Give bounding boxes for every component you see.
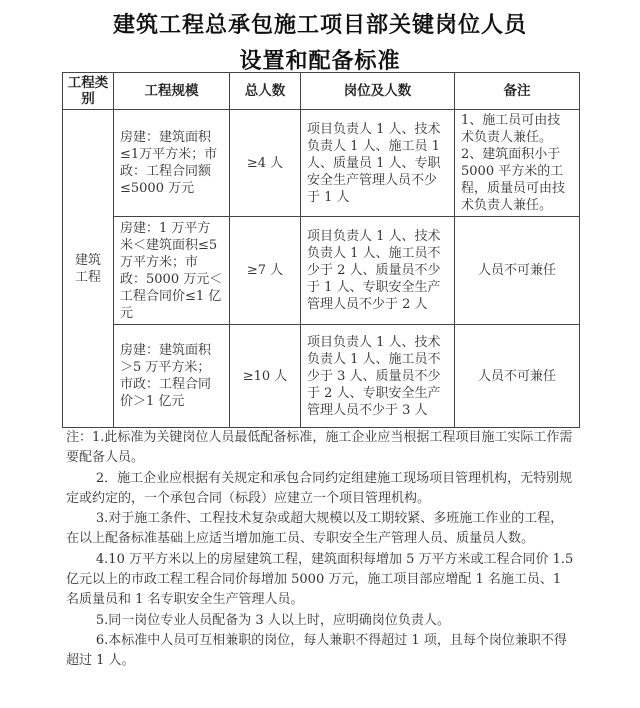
scale-cell: 房建：1 万平方米＜建筑面积≤5 万平方米；市政：5000 万元＜工程合同价≤1 亿元 bbox=[114, 217, 230, 325]
total-cell: ≥10 人 bbox=[230, 325, 301, 428]
note-1: 注：1.此标准为关键岗位人员最低配备标准，施工企业应当根据工程项目施工实际工作需要配备人员。 bbox=[66, 430, 573, 466]
note-4: 4.10 万平方米以上的房屋建筑工程，建筑面积每增加 5 万平方米或工程合同价 1.5 亿元以上的市政工程工程合同价每增加 5000 万元，施工项目部应增配 1 名施工员、1 名质量员和 1 名专职安全生产管理人员。 bbox=[66, 551, 574, 608]
table-header-row bbox=[63, 73, 580, 110]
scale-cell: 房建：建筑面积≤1万平方米；市政：工程合同额≤5000 万元 bbox=[114, 110, 230, 217]
header-remark: 备注 bbox=[455, 73, 580, 110]
category-cell: 建筑工程 bbox=[63, 110, 114, 428]
remark-cell: 1、施工员可由技术负责人兼任。2、建筑面积小于 5000 平方米的工程，质量员可由技术负责人兼任。 bbox=[455, 110, 580, 217]
table-row bbox=[63, 110, 580, 217]
table-row bbox=[63, 217, 580, 325]
document-title-line2: 设置和配备标准 bbox=[239, 49, 401, 74]
header-total: 总人数 bbox=[230, 73, 301, 110]
note-3: 3.对于施工条件、工程技术复杂或超大规模以及工期较紧、多班施工作业的工程，在以上配备标准基础上应适当增加施工员、专职安全生产管理人员、质量员人数。 bbox=[66, 511, 564, 547]
positions-cell: 项目负责人 1 人、技术负责人 1 人、施工员不少于 3 人、质量员不少于 2 人、专职安全生产管理人员不少于 3 人 bbox=[301, 325, 455, 428]
document-title-line1: 建筑工程总承包施工项目部关键岗位人员 bbox=[112, 13, 527, 38]
total-cell: ≥7 人 bbox=[230, 217, 301, 325]
positions-cell: 项目负责人 1 人、技术负责人 1 人、施工员 1 人、质量员 1 人、专职安全生产管理人员不少于 1 人 bbox=[301, 110, 455, 217]
total-cell: ≥4 人 bbox=[230, 110, 301, 217]
note-6: 6.本标准中人员可互相兼职的岗位，每人兼职不得超过 1 项，且每个岗位兼职不得超过 1 人。 bbox=[66, 632, 567, 669]
remark-cell: 人员不可兼任 bbox=[455, 217, 580, 325]
remark-cell: 人员不可兼任 bbox=[455, 325, 580, 428]
header-positions: 岗位及人数 bbox=[301, 73, 455, 110]
notes-section bbox=[66, 428, 574, 672]
header-category: 工程类别 bbox=[63, 73, 114, 110]
table-row bbox=[63, 325, 580, 428]
note-2: 2．施工企业应根据有关规定和承包合同约定组建施工现场项目管理机构，无特别规定或约定的，一个承包合同（标段）应建立一个项目管理机构。 bbox=[66, 470, 573, 506]
scale-cell: 房建：建筑面积＞5 万平方米；市政：工程合同价＞1 亿元 bbox=[114, 325, 230, 428]
note-5: 5.同一岗位专业人员配备为 3 人以上时，应明确岗位负责人。 bbox=[95, 612, 450, 628]
positions-cell: 项目负责人 1 人、技术负责人 1 人、施工员不少于 2 人、质量员不少于 1 人、专职安全生产管理人员不少于 2 人 bbox=[301, 217, 455, 325]
header-scale: 工程规模 bbox=[114, 73, 230, 110]
staffing-standard-table bbox=[62, 72, 580, 428]
